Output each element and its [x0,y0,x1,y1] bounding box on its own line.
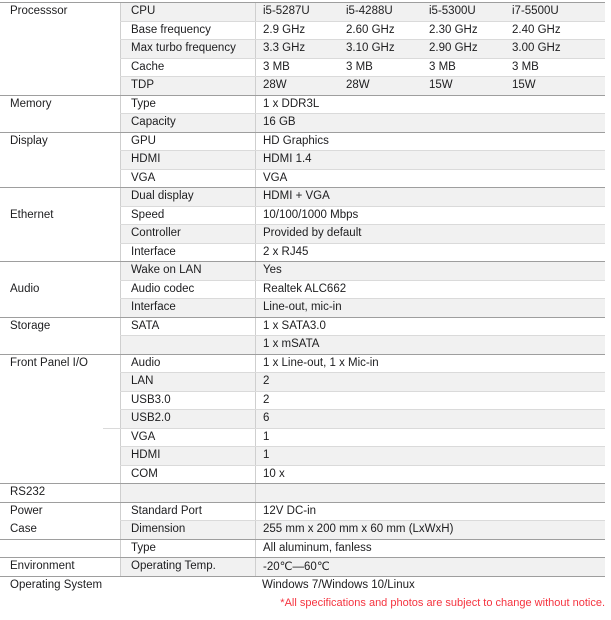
table-row [0,483,605,502]
category-cell [0,187,120,206]
spec-value-cell: 1 x DDR3L [255,95,605,114]
spec-value-cell: 255 mm x 200 mm x 60 mm (LxWxH) [255,520,605,539]
spec-name-cell: HDMI [120,150,255,169]
category-cell [0,391,120,410]
table-row [0,354,605,373]
table-row [0,2,605,21]
category-cell: Storage [10,319,51,332]
spec-subvalue: 3 MB [263,60,290,73]
table-row [0,446,605,465]
category-cell: Environment [10,560,75,573]
spec-name-cell: Interface [120,298,255,317]
spec-name-cell: GPU [120,132,255,151]
table-row [0,206,605,225]
category-cell [0,298,120,317]
spec-name-cell [120,483,255,502]
category-cell [0,58,120,77]
table-row [0,502,605,521]
table-row [0,113,605,132]
table-row [0,150,605,169]
spec-name-cell: Base frequency [120,21,255,40]
category-cell: Memory [10,97,52,110]
table-row [0,261,605,280]
table-row [0,428,605,447]
spec-name-cell: Max turbo frequency [120,39,255,58]
spec-subvalue: i5-4288U [346,5,393,18]
category-cell [0,169,120,188]
spec-subvalue: 2.40 GHz [512,23,561,36]
spec-value-cell: 6 [255,409,605,428]
spec-subvalue: 15W [512,79,536,92]
spec-subvalue: 3 MB [346,60,373,73]
spec-value-cell: Realtek ALC662 [255,280,605,299]
table-row [0,39,605,58]
table-row [0,58,605,77]
spec-value-cell: Windows 7/Windows 10/Linux [262,578,415,591]
spec-value-cell: 12V DC-in [255,502,605,521]
category-cell [0,76,120,95]
table-row [0,224,605,243]
spec-name-cell: LAN [120,372,255,391]
category-cell: RS232 [10,486,46,499]
spec-subvalue: 28W [346,79,370,92]
spec-value-cell: Yes [255,261,605,280]
spec-subvalue: 2.9 GHz [263,23,306,36]
spec-value-cell: Line-out, mic-in [255,298,605,317]
category-cell [0,261,120,280]
spec-name-cell: Interface [120,243,255,262]
spec-name-cell: TDP [120,76,255,95]
spec-name-cell: Cache [120,58,255,77]
spec-value-cell [255,2,605,21]
category-cell [0,150,120,169]
category-cell [0,243,120,262]
table-row [0,391,605,410]
table-row [0,372,605,391]
spec-name-cell: VGA [120,428,255,447]
spec-value-cell [255,39,605,58]
spec-subvalue: 3 MB [512,60,539,73]
category-cell [0,446,120,465]
spec-value-cell: VGA [255,169,605,188]
category-cell [0,224,120,243]
spec-value-cell [255,76,605,95]
spec-name-cell: Dimension [120,520,255,539]
category-cell [0,21,120,40]
spec-value-cell: 1 [255,446,605,465]
spec-subvalue: 2.90 GHz [429,42,478,55]
category-cell [0,539,120,558]
spec-value-cell: 1 x SATA3.0 [255,317,605,336]
spec-value-cell: 16 GB [255,113,605,132]
category-cell [0,428,120,447]
category-cell [0,113,120,132]
category-cell: Operating System [10,578,103,591]
table-row [0,317,605,336]
table-row [0,539,605,558]
spec-subvalue: 3.10 GHz [346,42,395,55]
spec-subvalue: 3 MB [429,60,456,73]
spec-value-cell: 2 x RJ45 [255,243,605,262]
table-row [0,132,605,151]
category-cell [0,465,120,484]
table-row [0,576,605,595]
spec-name-cell: USB3.0 [120,391,255,410]
table-row [0,187,605,206]
spec-value-cell: -20℃—60℃ [255,557,605,576]
spec-name-cell: Type [120,539,255,558]
spec-value-cell: 10 x [255,465,605,484]
spec-value-cell [255,483,605,502]
table-row [0,557,605,576]
spec-name-cell: CPU [120,2,255,21]
table-row [0,21,605,40]
table-row [0,298,605,317]
category-cell: Display [10,134,48,147]
spec-value-cell: HDMI + VGA [255,187,605,206]
category-cell: Processsor [10,5,68,18]
spec-name-cell: SATA [120,317,255,336]
spec-value-cell: Provided by default [255,224,605,243]
spec-value-cell: 2 [255,391,605,410]
spec-table [0,2,605,594]
table-row [0,95,605,114]
spec-value-cell: 10/100/1000 Mbps [255,206,605,225]
spec-name-cell: HDMI [120,446,255,465]
spec-value-cell: HDMI 1.4 [255,150,605,169]
table-row [0,409,605,428]
disclaimer-footnote: *All specifications and photos are subject to change without notice. [280,597,605,609]
category-cell [0,39,120,58]
spec-subvalue: 3.00 GHz [512,42,561,55]
spec-name-cell: Audio [120,354,255,373]
category-cell [0,409,120,428]
spec-name-cell: Controller [120,224,255,243]
spec-name-cell: Wake on LAN [120,261,255,280]
category-cell: Audio [10,282,40,295]
table-row [0,243,605,262]
spec-subvalue: 15W [429,79,453,92]
table-row [0,520,605,539]
spec-value-cell: 1 x Line-out, 1 x Mic-in [255,354,605,373]
spec-value-cell: HD Graphics [255,132,605,151]
spec-subvalue: i5-5287U [263,5,310,18]
spec-subvalue: i7-5500U [512,5,559,18]
spec-name-cell [120,576,255,595]
spec-name-cell: Type [120,95,255,114]
category-cell: Ethernet [10,208,54,221]
spec-subvalue: i5-5300U [429,5,476,18]
category-cell [0,372,120,391]
spec-value-cell [255,58,605,77]
spec-value-cell [255,21,605,40]
spec-name-cell: Speed [120,206,255,225]
spec-value-cell: 2 [255,372,605,391]
spec-subvalue: 2.60 GHz [346,23,395,36]
category-cell [0,335,120,354]
spec-name-cell: COM [120,465,255,484]
category-cell: Case [10,523,37,536]
spec-value-cell: 1 x mSATA [255,335,605,354]
table-row [0,76,605,95]
spec-name-cell: USB2.0 [120,409,255,428]
category-cell: Power [10,504,43,517]
spec-name-cell: Dual display [120,187,255,206]
spec-value-cell: All aluminum, fanless [255,539,605,558]
spec-name-cell: Capacity [120,113,255,132]
spec-name-cell: Standard Port [120,502,255,521]
spec-value-cell: 1 [255,428,605,447]
table-row [0,465,605,484]
spec-subvalue: 2.30 GHz [429,23,478,36]
category-cell: Front Panel I/O [10,356,88,369]
table-row [0,280,605,299]
spec-name-cell: Operating Temp. [120,557,255,576]
table-row [0,335,605,354]
spec-subvalue: 28W [263,79,287,92]
spec-name-cell [120,335,255,354]
spec-subvalue: 3.3 GHz [263,42,306,55]
spec-name-cell: Audio codec [120,280,255,299]
spec-name-cell: VGA [120,169,255,188]
table-row [0,169,605,188]
